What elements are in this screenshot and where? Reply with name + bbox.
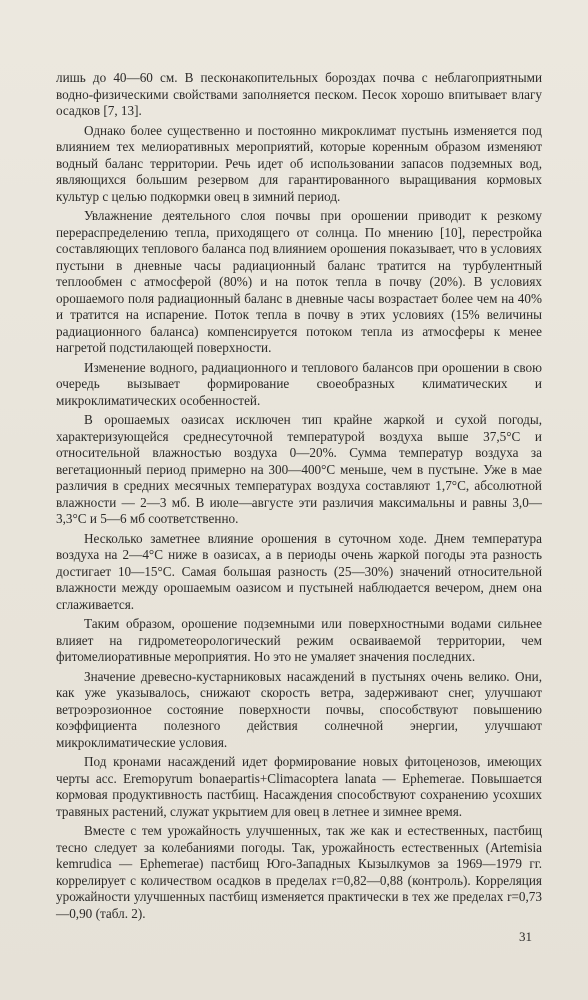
body-text (56, 70, 542, 925)
page-number: 31 (519, 929, 532, 944)
paragraph-7: Таким образом, орошение подземными или поверхностными водами сильнее влияет на гидрометеорологический режим осваиваемой территории, чем фитомелиоративные мероприятия. Но это не умаляет значения последних. (56, 616, 542, 664)
paragraph-6: Несколько заметнее влияние орошения в суточном ходе. Днем температура воздуха на 2—4°С ниже в оазисах, а в периоды очень жаркой погоды эта разность достигает 10—15°С. Самая большая разность (25—30%) значений относительной влажности между орошаемым оазисом и пустыней наблюдается вечером, днем она сглаживается. (56, 530, 542, 612)
paragraph-9: Под кронами насаждений идет формирование новых фитоценозов, имеющих черты асс. Eremopyrum bonaepartis+Climacoptera lanata — Ephemerae. Повышается кормовая продуктивность пастбищ. Насаждения способствуют сохранению усохших травяных растений, служат укрытием для овец в летнее и зимнее время. (56, 754, 542, 819)
paragraph-5: В орошаемых оазисах исключен тип крайне жаркой и сухой погоды, характеризующейся среднесуточной температурой воздуха выше 37,5°С и относительной влажностью воздуха 0—20%. Сумма температур воздуха за вегетационный период примерно на 300—400°С меньше, чем в пустыне. Уже в мае различия в средних месячных температурах воздуха составляют 1,7°С, абсолютной влажности — 2—3 мб. В июле—августе эти различия максимальны и равны 3,0—3,3°С и 5—6 мб соответственно. (56, 412, 542, 526)
paragraph-1: лишь до 40—60 см. В песконакопительных бороздах почва с неблагоприятными водно-физическими свойствами заполняется песком. Песок хорошо впитывает влагу осадков [7, 13]. (56, 70, 542, 118)
paragraph-4: Изменение водного, радиационного и теплового балансов при орошении в свою очередь вызывает формирование своеобразных климатических и микроклиматических особенностей. (56, 359, 542, 408)
paragraph-10: Вместе с тем урожайность улучшенных, так же как и естественных, пастбищ тесно следует за колебаниями погоды. Так, урожайность естественных (Artemisia kemrudica — Ephemerae) пастбищ Юго-Западных Кызылкумов за 1969—1979 гг. коррелирует с количеством осадков в пределах r=0,82—0,88 (контроль). Корреляция урожайности улучшенных пастбищ изменяется практически в тех же пределах r=0,73—0,90 (табл. 2). (56, 823, 542, 921)
paragraph-8: Значение древесно-кустарниковых насаждений в пустынях очень велико. Они, как уже указывалось, снижают скорость ветра, задерживают снег, улучшают ветроэрозионное состояние поверхности почвы, способствуют повышению коэффициента полезного действия солнечной энергии, улучшают микроклиматические условия. (56, 668, 542, 750)
paragraph-2: Однако более существенно и постоянно микроклимат пустынь изменяется под влиянием тех мелиоративных мероприятий, которые коренным образом изменяют водный баланс территории. Речь идет об использовании запасов подземных вод, являющихся большим резервом для гарантированного выращивания кормовых культур с целью подкормки овец в зимний период. (56, 122, 542, 204)
paragraph-3: Увлажнение деятельного слоя почвы при орошении приводит к резкому перераспределению тепла, приходящего от солнца. По мнению [10], перестройка составляющих теплового баланса под влиянием орошения показывает, что в условиях пустыни в дневные часы радиационный баланс тратится на турбулентный теплообмен с атмосферой (80%) и на поток тепла в почву (20%). В условиях орошаемого поля радиационный баланс в дневные часы возрастает более чем на 40% и тратится на испарение. Поток тепла в почву в этих условиях (15% величины радиационного баланса) компенсируется потоком тепла из атмосферы к менее нагретой подстилающей поверхности. (56, 208, 542, 355)
